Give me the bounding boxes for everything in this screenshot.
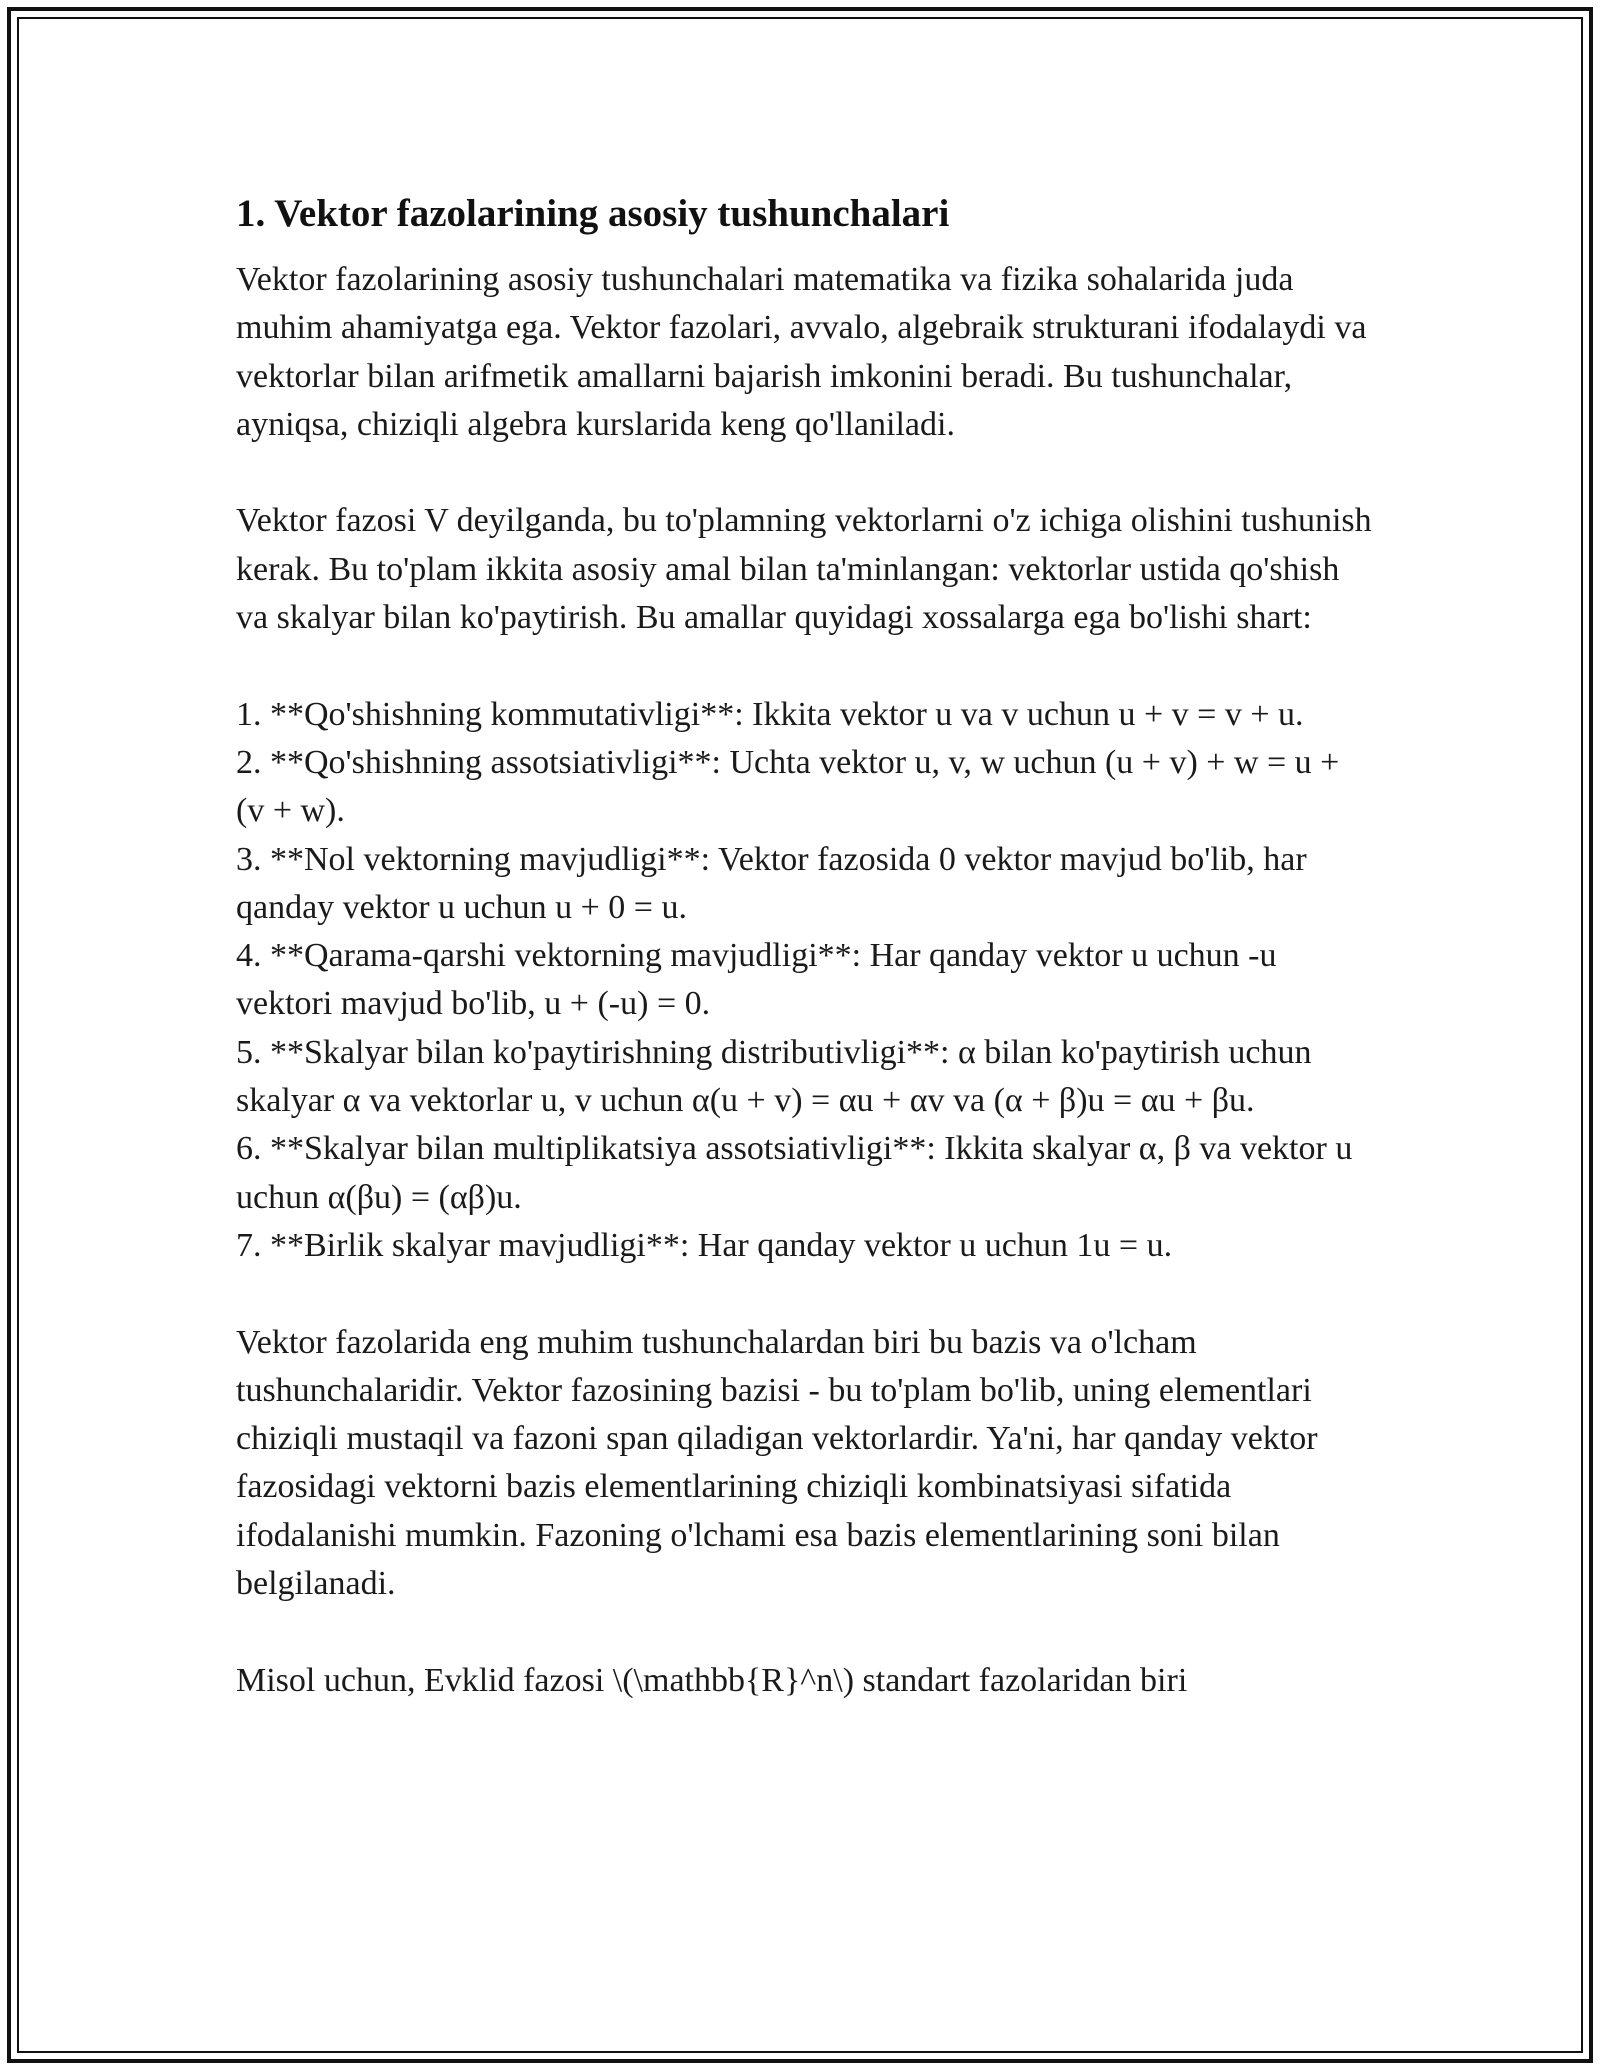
list-item: 6. **Skalyar bilan multiplikatsiya assotsiativligi**: Ikkita skalyar α, β va vektor u uchun α(βu) = (αβ)u. [236,1130,1353,1216]
intro-paragraph: Vektor fazolarining asosiy tushunchalari matematika va fizika sohalarida juda muhim ahamiyatga ega. Vektor fazolari, avvalo, algebraik strukturani ifodalaydi va vektorlar bilan arifmetik amallarni bajarish imkonini beradi. Bu tushunchalar, ayniqsa, chiziqli algebra kurslarida keng qo'llaniladi. [236,261,1367,443]
list-item: 7. **Birlik skalyar mavjudligi**: Har qanday vektor u uchun 1u = u. [236,1226,1173,1264]
list-item: 5. **Skalyar bilan ko'paytirishning distributivligi**: α bilan ko'paytirish uchun skalyar α va vektorlar u, v uchun α(u + v) = αu + αv va (α + β)u = αu + βu. [236,1033,1312,1120]
list-item: 4. **Qarama-qarshi vektorning mavjudligi**: Har qanday vektor u uchun -u vektori mavjud bo'lib, u + (-u) = 0. [236,937,1277,1023]
basis-paragraph: Vektor fazolarida eng muhim tushunchalardan biri bu bazis va o'lcham tushunchalaridir. Vektor fazosining bazisi - bu to'plam bo'lib, uning elementlari chiziqli mustaqil va fazoni span qiladigan vektorlardir. Ya'ni, har qanday vektor fazosidagi vektorni bazis elementlarining chiziqli kombinatsiyasi sifatida ifodalanishi mumkin. Fazoning o'lchami esa bazis elementlarining soni bilan belgilanadi. [236,1323,1318,1603]
section-heading: 1. Vektor fazolarining asosiy tushunchalari [236,192,950,235]
list-item: 1. **Qo'shishning kommutativligi**: Ikkita vektor u va v uchun u + v = v + u. [236,695,1304,733]
definition-paragraph: Vektor fazosi V deyilganda, bu to'plamning vektorlarni o'z ichiga olishini tushunish kerak. Bu to'plam ikkita asosiy amal bilan ta'minlangan: vektorlar ustida qo'shish va skalyar bilan ko'paytirish. Bu amallar quyidagi xossalarga ega bo'lishi shart: [236,502,1372,637]
axioms-list [236,691,1376,1271]
list-item: 2. **Qo'shishning assotsiativligi**: Uchta vektor u, v, w uchun (u + v) + w = u + (v + w). [236,743,1340,830]
document-body [236,188,1376,1705]
example-paragraph: Misol uchun, Evklid fazosi \(\mathbb{R}^n\) standart fazolaridan biri [236,1661,1188,1699]
list-item: 3. **Nol vektorning mavjudligi**: Vektor fazosida 0 vektor mavjud bo'lib, har qanday vektor u uchun u + 0 = u. [236,840,1307,926]
